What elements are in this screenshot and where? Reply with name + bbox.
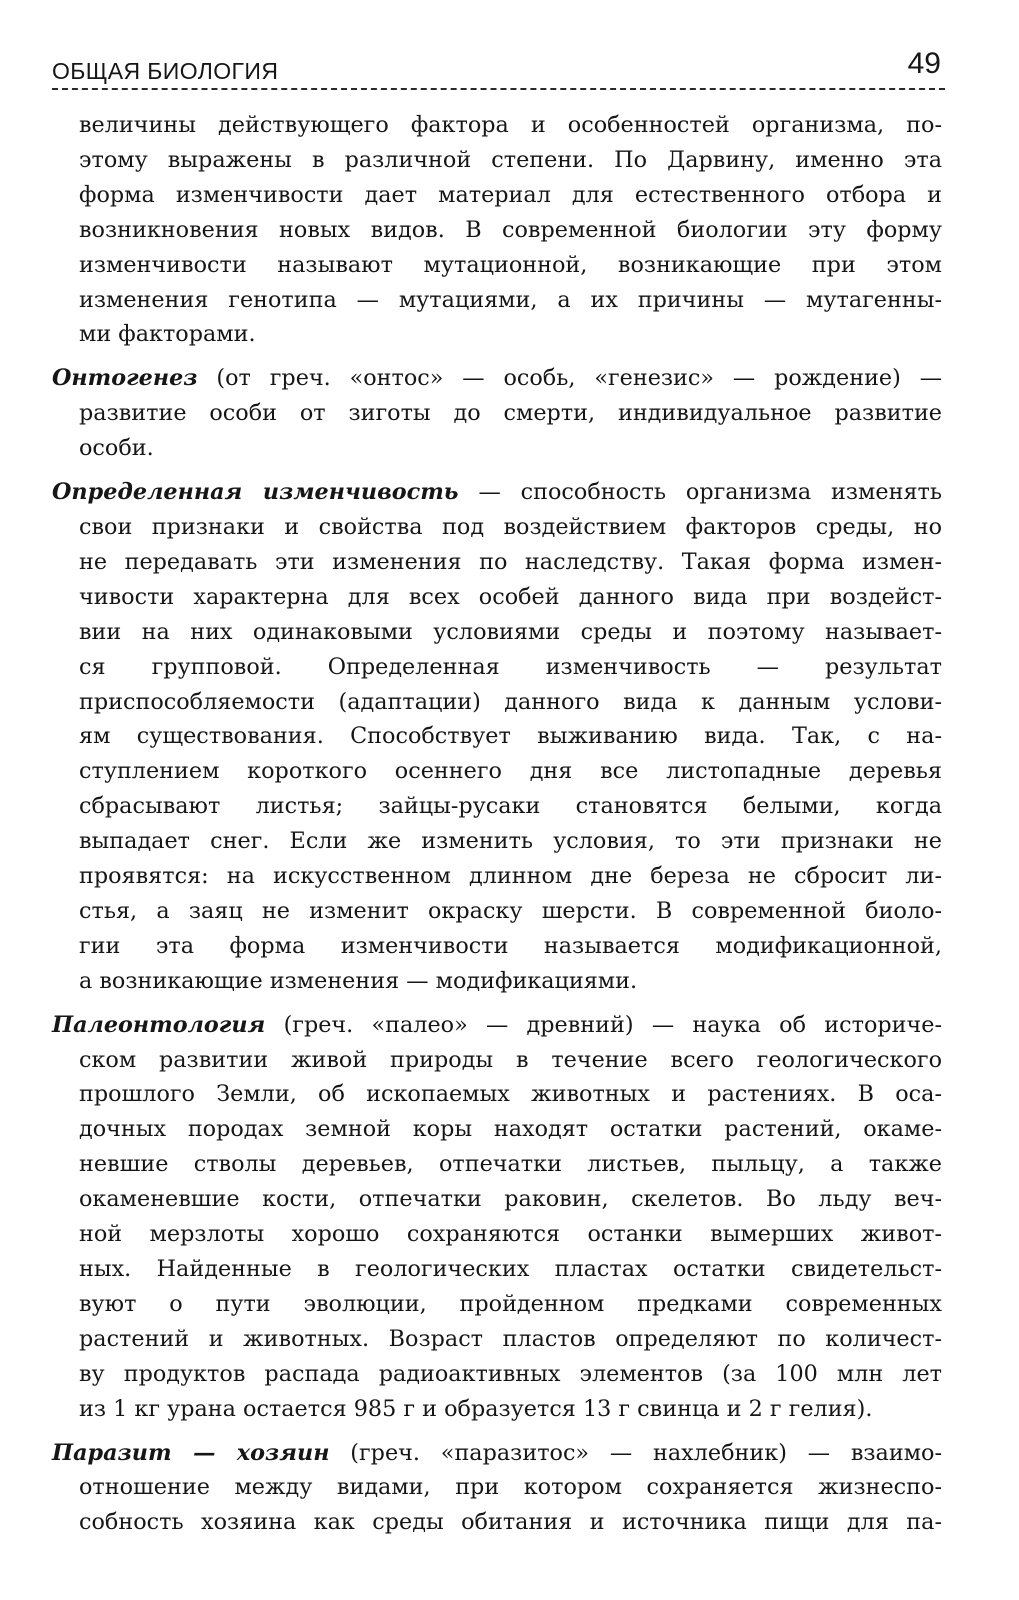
entry-term: Паразит — хозяин (52, 1439, 330, 1466)
entry-first-line (52, 1436, 942, 1471)
entry-definition-start: (от греч. «онтос» — особь, «генезис» — рождение) — (197, 365, 942, 392)
text-line: ступлением короткого осеннего дня все листопадные деревья (79, 758, 942, 785)
text-line: ся групповой. Определенная изменчивость — результат (79, 653, 942, 680)
text-line: чивости характерна для всех особей данного вида при воздейст- (79, 583, 942, 610)
text-line: ной мерзлоты хорошо сохраняются останки вымерших живот- (79, 1221, 942, 1248)
text-line: особи. (79, 435, 154, 462)
text-line: стья, а заяц не изменит окраску шерсти. В современной биоло- (79, 897, 942, 924)
text-line: дочных породах земной коры находят остатки растений, окаме- (79, 1116, 942, 1143)
text-line: приспособляемости (адаптации) данного вида к данным услови- (79, 688, 942, 715)
page-number: 49 (907, 47, 941, 80)
entry-definition-start: — способность организма изменять (458, 479, 942, 506)
running-head (52, 47, 945, 90)
section-title: ОБЩАЯ БИОЛОГИЯ (52, 58, 279, 84)
body-text (52, 108, 942, 1540)
text-line: вии на них одинаковыми условиями среды и поэтому называет- (79, 618, 942, 645)
text-line: гии эта форма изменчивости называется модификационной, (79, 932, 942, 959)
text-line: а возникающие изменения — модификациями. (79, 967, 638, 994)
text-line: изменения генотипа — мутациями, а их причины — мутагенны- (79, 286, 942, 313)
text-line: выпадает снег. Если же изменить условия, то эти признаки не (79, 828, 942, 855)
text-line: окаменевшие кости, отпечатки раковин, скелетов. Во льду веч- (79, 1186, 942, 1213)
text-line: ми факторами. (79, 321, 256, 348)
text-line: ском развитии живой природы в течение всего геологического (79, 1046, 942, 1073)
text-line: ям существования. Способствует выживанию вида. Так, с на- (79, 723, 942, 750)
entry-term: Определенная изменчивость (52, 479, 459, 506)
text-line: невшие стволы деревьев, отпечатки листьев, пыльцу, а также (79, 1151, 942, 1178)
text-line: сбрасывают листья; зайцы-русаки становятся белыми, когда (79, 793, 942, 820)
glossary-entry (52, 475, 942, 999)
glossary-entry (52, 1008, 942, 1427)
text-line: ву продуктов распада радиоактивных элементов (за 100 млн лет (79, 1360, 942, 1387)
text-line: форма изменчивости дает материал для естественного отбора и (79, 181, 942, 208)
glossary-entry (52, 361, 942, 466)
text-line: изменчивости называют мутационной, возникающие при этом (79, 251, 942, 278)
entry-definition-start: (греч. «паразитос» — нахлебник) — взаимо- (329, 1439, 942, 1466)
text-line: возникновения новых видов. В современной биологии эту форму (79, 216, 942, 243)
text-line: растений и животных. Возраст пластов определяют по количест- (79, 1325, 942, 1352)
text-line: свои признаки и свойства под воздействием факторов среды, но (79, 513, 942, 540)
text-line: отношение между видами, при котором сохраняется жизнеспо- (79, 1474, 942, 1501)
entry-first-line (52, 475, 942, 510)
text-line: не передавать эти изменения по наследству. Такая форма измен- (79, 548, 942, 575)
entry-first-line (52, 361, 942, 396)
continued-paragraph (52, 108, 942, 352)
text-line: величины действующего фактора и особенностей организма, по- (79, 112, 942, 138)
text-line: прошлого Земли, об ископаемых животных и растениях. В оса- (79, 1081, 942, 1108)
text-line: собность хозяина как среды обитания и источника пищи для па- (79, 1509, 942, 1536)
text-line: развитие особи от зиготы до смерти, индивидуальное развитие (79, 400, 942, 427)
text-line: этому выражены в различной степени. По Дарвину, именно эта (79, 146, 942, 173)
text-line: ных. Найденные в геологических пластах остатки свидетельст- (79, 1256, 942, 1282)
text-line: вуют о пути эволюции, пройденном предками современных (79, 1290, 942, 1317)
entry-first-line (52, 1008, 942, 1043)
text-line: из 1 кг урана остается 985 г и образуется 13 г свинца и 2 г гелия). (79, 1395, 873, 1422)
header-divider (52, 88, 945, 90)
text-line: проявятся: на искусственном длинном дне береза не сбросит ли- (79, 863, 942, 890)
glossary-entry (52, 1436, 942, 1541)
entry-term: Онтогенез (52, 365, 198, 392)
entry-definition-start: (греч. «палео» — древний) — наука об историче- (265, 1011, 942, 1038)
entry-term: Палеонтология (52, 1011, 266, 1038)
